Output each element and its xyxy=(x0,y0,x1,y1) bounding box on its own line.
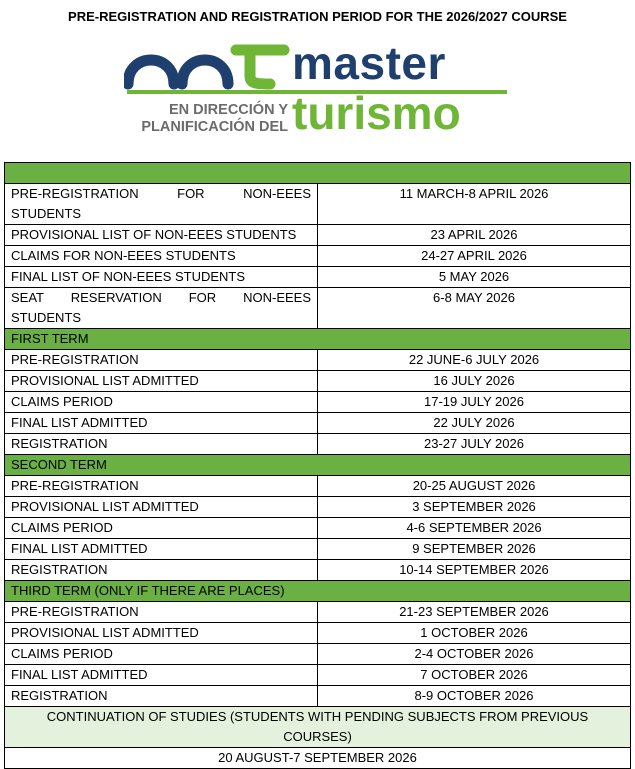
logo-subtitle-line2: PLANIFICACIÓN DEL xyxy=(141,119,288,135)
table-row xyxy=(5,539,631,560)
row-label: CLAIMS PERIOD xyxy=(5,518,318,539)
table-row xyxy=(5,644,631,665)
row-label: FINAL LIST ADMITTED xyxy=(5,539,318,560)
section-heading-row xyxy=(5,329,631,350)
row-date: 24-27 APRIL 2026 xyxy=(318,246,631,267)
row-date: 7 OCTOBER 2026 xyxy=(318,665,631,686)
logo-subtitle xyxy=(126,102,288,136)
section-heading-second-term: SECOND TERM xyxy=(5,455,631,476)
section-heading-first-term: FIRST TERM xyxy=(5,329,631,350)
row-date: 3 SEPTEMBER 2026 xyxy=(318,497,631,518)
row-label: CLAIMS FOR NON-EEES STUDENTS xyxy=(5,246,318,267)
row-date: 16 JULY 2026 xyxy=(318,371,631,392)
schedule-table xyxy=(4,162,631,769)
row-label: FINAL LIST ADMITTED xyxy=(5,413,318,434)
row-label: PROVISIONAL LIST ADMITTED xyxy=(5,371,318,392)
table-row xyxy=(5,392,631,413)
row-date: 11 MARCH-8 APRIL 2026 xyxy=(318,184,631,225)
master-logo xyxy=(124,37,514,140)
section-heading-row xyxy=(5,455,631,476)
logo-word-turismo: turismo xyxy=(292,87,461,139)
row-label: CLAIMS PERIOD xyxy=(5,644,318,665)
table-row xyxy=(5,371,631,392)
row-label: CLAIMS PERIOD xyxy=(5,392,318,413)
logo-mark-icon xyxy=(124,40,294,90)
row-date: 2-4 OCTOBER 2026 xyxy=(318,644,631,665)
table-row xyxy=(5,225,631,246)
table-header-row xyxy=(5,163,631,184)
continuation-date: 20 AUGUST-7 SEPTEMBER 2026 xyxy=(5,748,631,769)
row-date: 1 OCTOBER 2026 xyxy=(318,623,631,644)
row-label: PRE-REGISTRATION xyxy=(5,602,318,623)
table-row xyxy=(5,602,631,623)
table-row xyxy=(5,184,631,225)
row-label: FINAL LIST OF NON-EEES STUDENTS xyxy=(5,267,318,288)
row-date: 6-8 MAY 2026 xyxy=(318,288,631,329)
row-date: 9 SEPTEMBER 2026 xyxy=(318,539,631,560)
row-date: 5 MAY 2026 xyxy=(318,267,631,288)
section-heading-third-term: THIRD TERM (ONLY IF THERE ARE PLACES) xyxy=(5,581,631,602)
section-heading-row xyxy=(5,581,631,602)
row-date: 17-19 JULY 2026 xyxy=(318,392,631,413)
row-label: FINAL LIST ADMITTED xyxy=(5,665,318,686)
row-label: PRE-REGISTRATION FOR NON-EEES STUDENTS xyxy=(5,184,318,225)
row-date: 20-25 AUGUST 2026 xyxy=(318,476,631,497)
row-date: 22 JUNE-6 JULY 2026 xyxy=(318,350,631,371)
row-label: SEAT RESERVATION FOR NON-EEES STUDENTS xyxy=(5,288,318,329)
header-cell xyxy=(5,163,631,184)
table-row xyxy=(5,623,631,644)
continuation-heading-row xyxy=(5,707,631,748)
row-label: PROVISIONAL LIST ADMITTED xyxy=(5,497,318,518)
row-date: 21-23 SEPTEMBER 2026 xyxy=(318,602,631,623)
table-row xyxy=(5,350,631,371)
table-row xyxy=(5,497,631,518)
row-date: 23-27 JULY 2026 xyxy=(318,434,631,455)
table-row xyxy=(5,246,631,267)
row-label: REGISTRATION xyxy=(5,560,318,581)
row-label: REGISTRATION xyxy=(5,434,318,455)
table-row xyxy=(5,476,631,497)
row-label: PRE-REGISTRATION xyxy=(5,350,318,371)
row-label: PROVISIONAL LIST OF NON-EEES STUDENTS xyxy=(5,225,318,246)
table-row xyxy=(5,686,631,707)
row-label: REGISTRATION xyxy=(5,686,318,707)
table-row xyxy=(5,267,631,288)
row-date: 22 JULY 2026 xyxy=(318,413,631,434)
page-title: PRE-REGISTRATION AND REGISTRATION PERIOD FOR THE 2026/2027 COURSE xyxy=(68,9,567,24)
table-row xyxy=(5,665,631,686)
logo-word-master: master xyxy=(292,37,446,89)
row-label: PROVISIONAL LIST ADMITTED xyxy=(5,623,318,644)
continuation-heading: CONTINUATION OF STUDIES (STUDENTS WITH PENDING SUBJECTS FROM PREVIOUS COURSES) xyxy=(5,707,631,748)
logo-subtitle-line1: EN DIRECCIÓN Y xyxy=(169,102,288,118)
table-row xyxy=(5,560,631,581)
table-row xyxy=(5,518,631,539)
table-row xyxy=(5,434,631,455)
row-date: 4-6 SEPTEMBER 2026 xyxy=(318,518,631,539)
continuation-date-row xyxy=(5,748,631,769)
row-date: 23 APRIL 2026 xyxy=(318,225,631,246)
table-row xyxy=(5,413,631,434)
row-label: PRE-REGISTRATION xyxy=(5,476,318,497)
row-date: 10-14 SEPTEMBER 2026 xyxy=(318,560,631,581)
row-date: 8-9 OCTOBER 2026 xyxy=(318,686,631,707)
table-row xyxy=(5,288,631,329)
